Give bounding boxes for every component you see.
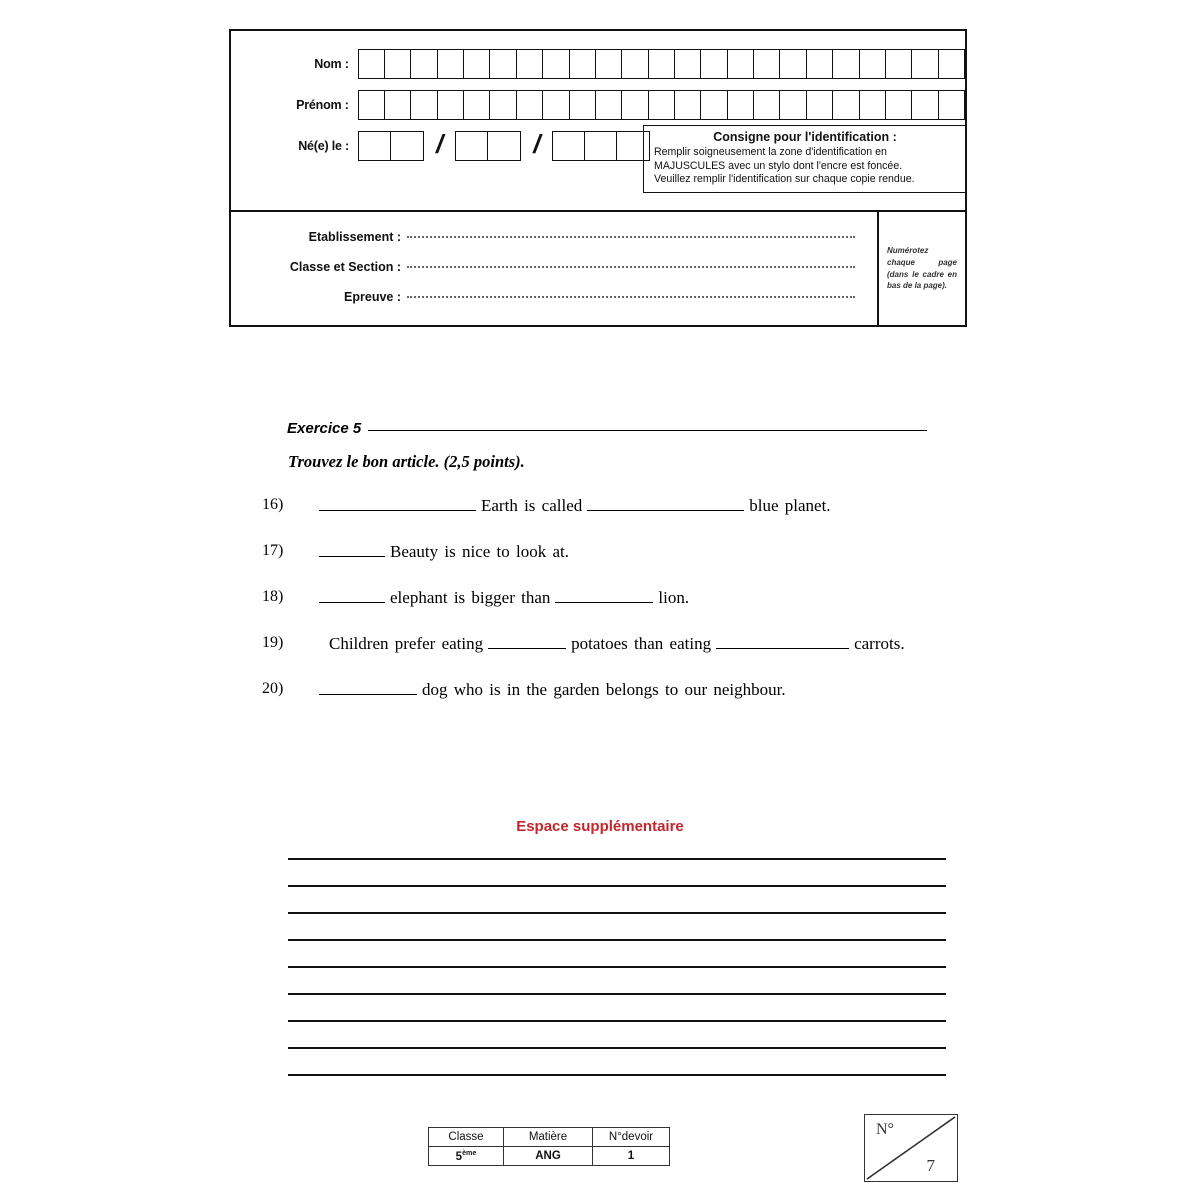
nom-input-boxes[interactable] [358, 49, 965, 79]
question-item [262, 496, 962, 542]
question-body [314, 588, 689, 608]
footer-info-table [428, 1127, 670, 1166]
nom-char-box[interactable] [596, 50, 622, 78]
date-separator-1: / [436, 129, 444, 159]
page-number-value: 7 [926, 1156, 935, 1175]
prenom-char-box[interactable] [886, 91, 912, 119]
nom-char-box[interactable] [728, 50, 754, 78]
nom-char-box[interactable] [780, 50, 806, 78]
answer-blank[interactable] [488, 635, 566, 649]
consigne-title: Consigne pour l'identification : [713, 130, 897, 144]
exercise-title-rule [368, 430, 927, 431]
nom-char-box[interactable] [912, 50, 938, 78]
question-number: 18) [262, 588, 284, 605]
header-numdevoir: N°devoir [593, 1128, 670, 1147]
birth-year-box[interactable] [585, 132, 617, 160]
prenom-label: Prénom : [296, 98, 349, 112]
date-separator-2: / [533, 129, 541, 159]
prenom-char-box[interactable] [675, 91, 701, 119]
ruled-line[interactable] [288, 1074, 946, 1076]
question-list [262, 496, 962, 726]
prenom-char-box[interactable] [701, 91, 727, 119]
answer-blank[interactable] [319, 543, 385, 557]
birth-day-boxes[interactable] [358, 131, 424, 161]
prenom-input-boxes[interactable] [358, 90, 965, 120]
numerotez-note: Numérotez chaque page (dans le cadre en bas de la page). [887, 246, 957, 291]
epreuve-input[interactable] [407, 296, 855, 298]
value-matiere: ANG [504, 1147, 593, 1166]
prenom-char-box[interactable] [438, 91, 464, 119]
identification-instructions-box [643, 125, 967, 193]
question-text: Earth is called [481, 496, 583, 515]
question-text: lion. [658, 588, 690, 607]
ruled-line[interactable] [288, 1047, 946, 1049]
nom-label: Nom : [314, 57, 349, 71]
nom-char-box[interactable] [438, 50, 464, 78]
header-matiere: Matière [504, 1128, 593, 1147]
numerotez-note-area [879, 212, 965, 325]
ruled-line[interactable] [288, 858, 946, 860]
header-classe: Classe [429, 1128, 504, 1147]
nom-char-box[interactable] [701, 50, 727, 78]
question-item [262, 680, 962, 726]
nom-char-box[interactable] [490, 50, 516, 78]
value-classe [429, 1147, 504, 1166]
ruled-line[interactable] [288, 912, 946, 914]
birth-day-box[interactable] [359, 132, 391, 160]
classe-section-input[interactable] [407, 266, 855, 268]
table-row-values [429, 1147, 670, 1166]
supplementary-space-title: Espace supplémentaire [516, 818, 684, 835]
ruled-line[interactable] [288, 885, 946, 887]
birth-year-box[interactable] [553, 132, 585, 160]
classe-section-label: Classe et Section : [289, 260, 401, 274]
question-text: Beauty is nice to look at. [390, 542, 570, 561]
answer-blank[interactable] [319, 681, 417, 695]
question-body [314, 542, 569, 562]
prenom-char-box[interactable] [543, 91, 569, 119]
consigne-line: MAJUSCULES avec un stylo dont l'encre est foncée. [654, 159, 903, 172]
supplementary-ruled-lines[interactable] [288, 858, 946, 1101]
nom-char-box[interactable] [385, 50, 411, 78]
nom-char-box[interactable] [359, 50, 385, 78]
prenom-char-box[interactable] [385, 91, 411, 119]
page-number-label: N° [876, 1121, 894, 1138]
prenom-char-box[interactable] [860, 91, 886, 119]
prenom-char-box[interactable] [754, 91, 780, 119]
question-item [262, 588, 962, 634]
birth-month-box[interactable] [488, 132, 520, 160]
question-text: blue planet. [749, 496, 831, 515]
prenom-char-box[interactable] [570, 91, 596, 119]
nom-char-box[interactable] [517, 50, 543, 78]
epreuve-label: Epreuve : [344, 290, 401, 304]
nom-char-box[interactable] [939, 50, 964, 78]
prenom-char-box[interactable] [622, 91, 648, 119]
question-text: Children prefer eating [329, 634, 484, 653]
exercise-instruction: Trouvez le bon article. (2,5 points). [288, 452, 525, 471]
question-item [262, 542, 962, 588]
exercise-title: Exercice 5 [287, 420, 362, 437]
nom-char-box[interactable] [675, 50, 701, 78]
prenom-char-box[interactable] [728, 91, 754, 119]
birthdate-label: Né(e) le : [298, 139, 349, 153]
answer-blank[interactable] [319, 589, 385, 603]
classe-section-row [231, 260, 877, 282]
nom-char-box[interactable] [833, 50, 859, 78]
etablissement-label: Etablissement : [308, 230, 401, 244]
identification-block [229, 29, 967, 327]
epreuve-row [231, 290, 877, 312]
prenom-char-box[interactable] [411, 91, 437, 119]
ruled-line[interactable] [288, 993, 946, 995]
nom-char-box[interactable] [886, 50, 912, 78]
ruled-line[interactable] [288, 939, 946, 941]
nom-char-box[interactable] [649, 50, 675, 78]
value-numdevoir: 1 [593, 1147, 670, 1166]
question-body [314, 634, 905, 654]
answer-blank[interactable] [716, 635, 849, 649]
exercise-header [287, 420, 927, 437]
nom-char-box[interactable] [464, 50, 490, 78]
prenom-char-box[interactable] [912, 91, 938, 119]
identification-lower-section [231, 212, 965, 325]
identification-upper-section [231, 31, 965, 212]
nom-char-box[interactable] [807, 50, 833, 78]
question-item [262, 634, 962, 680]
page-number-box [864, 1114, 958, 1182]
question-body [314, 680, 786, 700]
birth-month-boxes[interactable] [455, 131, 521, 161]
consigne-line: Remplir soigneusement la zone d'identification en [654, 146, 887, 158]
answer-blank[interactable] [319, 497, 476, 511]
table-row-headers [429, 1128, 670, 1147]
prenom-char-box[interactable] [807, 91, 833, 119]
consigne-line: Veuillez remplir l'identification sur chaque copie rendue. [654, 173, 915, 186]
birth-month-box[interactable] [456, 132, 488, 160]
question-text: carrots. [854, 634, 905, 653]
nom-char-box[interactable] [570, 50, 596, 78]
birth-day-box[interactable] [391, 132, 423, 160]
prenom-char-box[interactable] [596, 91, 622, 119]
prenom-char-box[interactable] [517, 91, 543, 119]
birthdate-fields [358, 131, 650, 161]
question-text: elephant is bigger than [390, 588, 551, 607]
ruled-line[interactable] [288, 1020, 946, 1022]
prenom-char-box[interactable] [780, 91, 806, 119]
answer-blank[interactable] [555, 589, 653, 603]
question-text: dog who is in the garden belongs to our neighbour. [422, 680, 786, 699]
question-number: 20) [262, 680, 284, 697]
prenom-char-box[interactable] [359, 91, 385, 119]
nom-char-box[interactable] [411, 50, 437, 78]
nom-char-box[interactable] [860, 50, 886, 78]
question-number: 17) [262, 542, 284, 559]
question-number: 19) [262, 634, 284, 651]
prenom-char-box[interactable] [464, 91, 490, 119]
prenom-row [231, 89, 965, 121]
classe-base: 5 [455, 1150, 463, 1163]
question-number: 16) [262, 496, 284, 513]
nom-char-box[interactable] [622, 50, 648, 78]
school-fields-area [231, 212, 879, 325]
nom-char-box[interactable] [754, 50, 780, 78]
birth-year-boxes[interactable] [552, 131, 650, 161]
prenom-char-box[interactable] [939, 91, 964, 119]
nom-row [231, 48, 965, 80]
question-text: potatoes than eating [571, 634, 712, 653]
answer-blank[interactable] [587, 497, 744, 511]
nom-char-box[interactable] [543, 50, 569, 78]
etablissement-row [231, 230, 877, 252]
question-body [314, 496, 831, 516]
classe-suffix: ème [462, 1149, 477, 1158]
ruled-line[interactable] [288, 966, 946, 968]
prenom-char-box[interactable] [649, 91, 675, 119]
etablissement-input[interactable] [407, 236, 855, 238]
prenom-char-box[interactable] [490, 91, 516, 119]
prenom-char-box[interactable] [833, 91, 859, 119]
